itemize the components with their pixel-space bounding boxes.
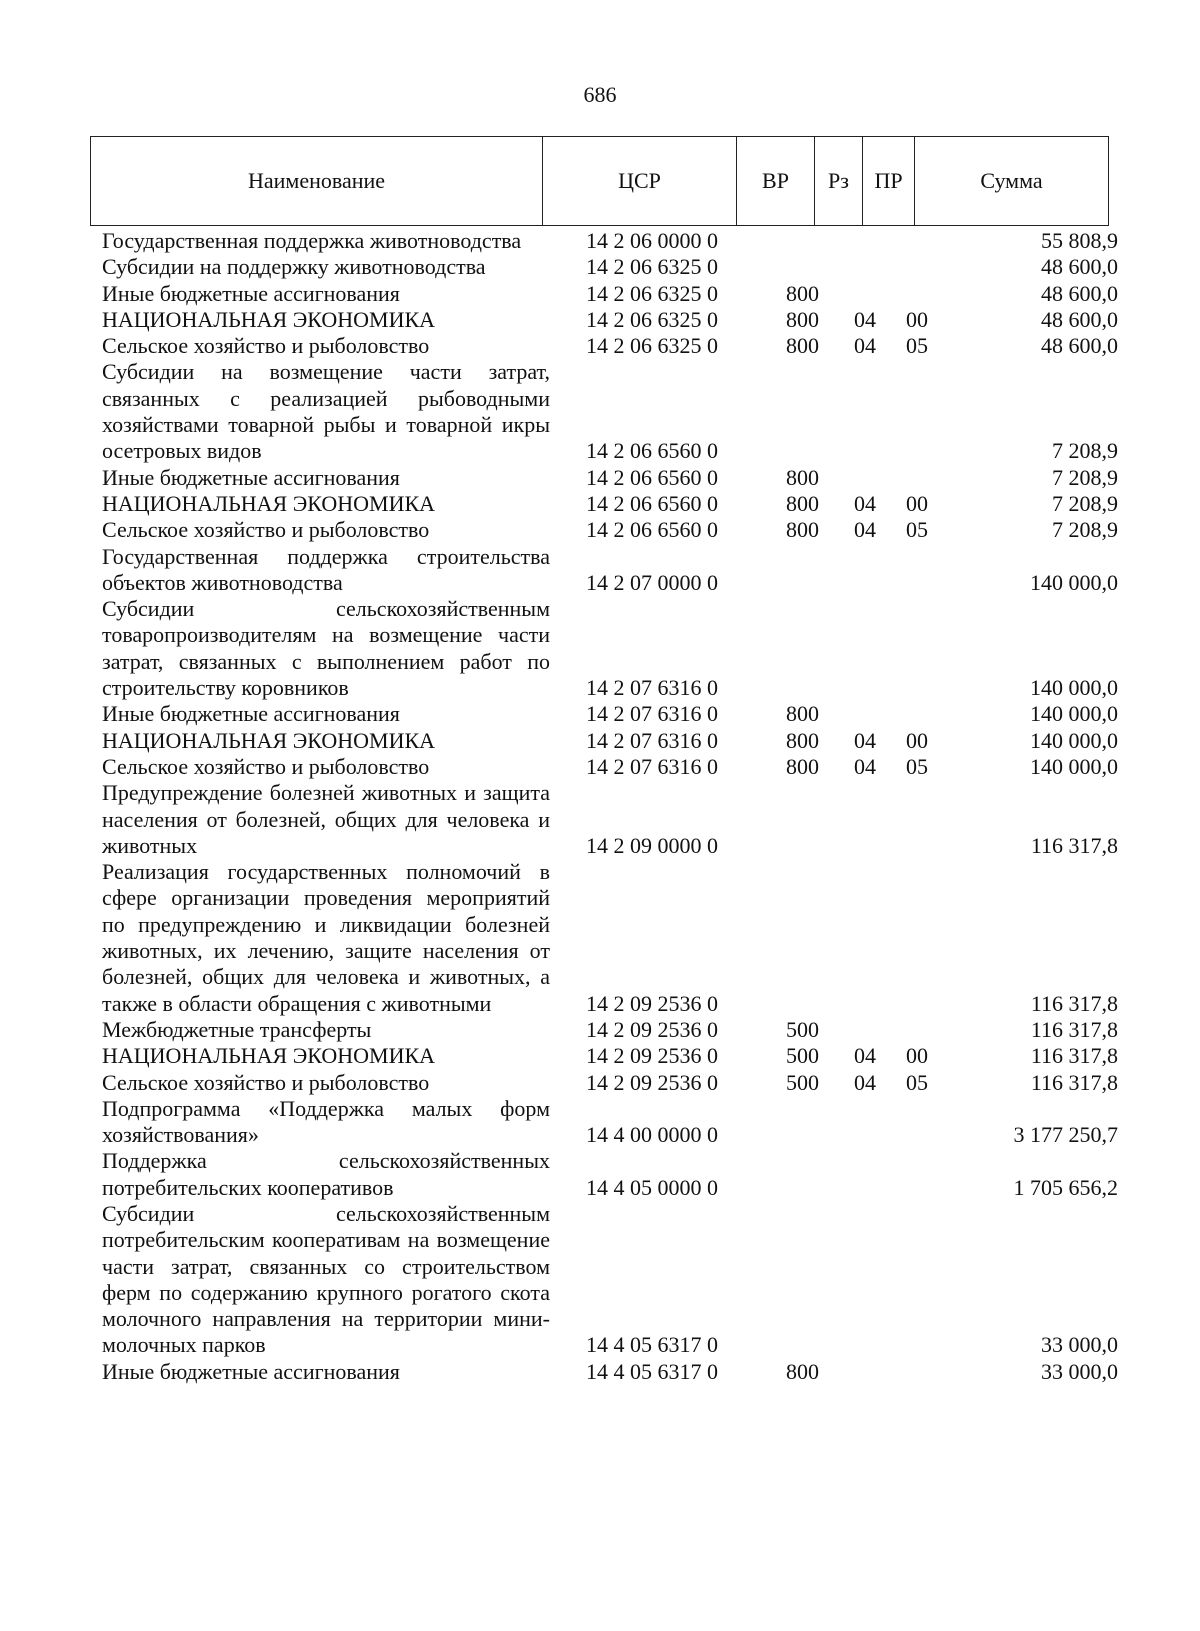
row-sum: 7 208,9 bbox=[1052, 438, 1118, 464]
row-sum: 116 317,8 bbox=[1030, 990, 1118, 1016]
row-vr: 800 bbox=[786, 280, 819, 306]
row-csr: 14 2 06 6560 0 bbox=[586, 517, 718, 543]
table-row bbox=[0, 1017, 1200, 1043]
row-rz: 04 bbox=[854, 727, 876, 753]
row-vr: 800 bbox=[786, 753, 819, 779]
row-name: Сельское хозяйство и рыболовство bbox=[102, 753, 430, 779]
row-csr: 14 2 06 6325 0 bbox=[586, 280, 718, 306]
row-name: Государственная поддержка строительства объектов животноводства bbox=[102, 543, 550, 595]
row-csr: 14 4 05 6317 0 bbox=[586, 1332, 718, 1358]
table-row bbox=[0, 701, 1200, 727]
row-name: Поддержка сельскохозяйственных потребительских кооперативов bbox=[102, 1148, 550, 1200]
header-vr: ВР bbox=[737, 137, 815, 226]
header-name: Наименование bbox=[91, 137, 543, 226]
table-row bbox=[0, 1148, 1200, 1201]
row-vr: 800 bbox=[786, 306, 819, 332]
row-pr: 00 bbox=[906, 490, 928, 516]
row-sum: 140 000,0 bbox=[1030, 569, 1118, 595]
table-row bbox=[0, 1359, 1200, 1385]
row-vr: 800 bbox=[786, 464, 819, 490]
row-rz: 04 bbox=[854, 306, 876, 332]
row-csr: 14 2 09 2536 0 bbox=[586, 1043, 718, 1069]
table-row bbox=[0, 728, 1200, 754]
row-name: Субсидии сельскохозяйственным товаропроизводителям на возмещение части затрат, связанных с выполнением работ по строительству коровников bbox=[102, 596, 550, 701]
row-vr: 800 bbox=[786, 490, 819, 516]
table-row bbox=[0, 333, 1200, 359]
row-csr: 14 2 07 6316 0 bbox=[586, 701, 718, 727]
table-row bbox=[0, 254, 1200, 280]
row-name: Субсидии сельскохозяйственным потребительским кооперативам на возмещение части затрат, связанных со строительством ферм по содержанию крупного рогатого скота молочного направления на территории мини-молочных парков bbox=[102, 1200, 550, 1358]
row-name: Государственная поддержка животноводства bbox=[102, 228, 522, 253]
row-csr: 14 2 09 2536 0 bbox=[586, 990, 718, 1016]
row-name: Межбюджетные трансферты bbox=[102, 1016, 372, 1042]
row-csr: 14 2 09 2536 0 bbox=[586, 1016, 718, 1042]
row-rz: 04 bbox=[854, 1043, 876, 1069]
row-csr: 14 2 07 6316 0 bbox=[586, 727, 718, 753]
row-rz: 04 bbox=[854, 490, 876, 516]
row-sum: 140 000,0 bbox=[1030, 701, 1118, 727]
row-rz: 04 bbox=[854, 1069, 876, 1095]
table-header bbox=[90, 136, 1109, 226]
row-vr: 800 bbox=[786, 1358, 819, 1384]
row-sum: 116 317,8 bbox=[1030, 1043, 1118, 1069]
row-rz: 04 bbox=[854, 517, 876, 543]
table-row bbox=[0, 307, 1200, 333]
table-row bbox=[0, 465, 1200, 491]
row-sum: 55 808,9 bbox=[1041, 228, 1118, 253]
row-sum: 116 317,8 bbox=[1030, 1016, 1118, 1042]
header-csr: ЦСР bbox=[543, 137, 737, 226]
page-number: 686 bbox=[583, 82, 617, 107]
row-csr: 14 2 06 6560 0 bbox=[586, 464, 718, 490]
row-rz: 04 bbox=[854, 333, 876, 359]
row-vr: 500 bbox=[786, 1069, 819, 1095]
row-pr: 05 bbox=[906, 333, 928, 359]
table-row bbox=[0, 1201, 1200, 1359]
table-row bbox=[0, 228, 1200, 254]
row-name: НАЦИОНАЛЬНАЯ ЭКОНОМИКА bbox=[102, 727, 436, 753]
row-csr: 14 2 09 0000 0 bbox=[586, 832, 718, 858]
row-name: Субсидии на поддержку животноводства bbox=[102, 254, 486, 280]
table-row bbox=[0, 517, 1200, 543]
header-rz: Рз bbox=[815, 137, 863, 226]
row-name: Предупреждение болезней животных и защита населения от болезней, общих для человека и животных bbox=[102, 780, 550, 858]
row-csr: 14 2 09 2536 0 bbox=[586, 1069, 718, 1095]
row-csr: 14 2 07 6316 0 bbox=[586, 675, 718, 701]
table-row bbox=[0, 596, 1200, 701]
row-vr: 500 bbox=[786, 1043, 819, 1069]
row-csr: 14 4 05 0000 0 bbox=[586, 1174, 718, 1200]
row-name: НАЦИОНАЛЬНАЯ ЭКОНОМИКА bbox=[102, 490, 436, 516]
table-row bbox=[0, 1043, 1200, 1069]
row-csr: 14 2 06 6560 0 bbox=[586, 438, 718, 464]
row-name: Иные бюджетные ассигнования bbox=[102, 280, 400, 306]
row-sum: 140 000,0 bbox=[1030, 753, 1118, 779]
table-row bbox=[0, 1070, 1200, 1096]
row-sum: 140 000,0 bbox=[1030, 727, 1118, 753]
row-vr: 800 bbox=[786, 333, 819, 359]
table-row bbox=[0, 491, 1200, 517]
row-sum: 140 000,0 bbox=[1030, 675, 1118, 701]
row-vr: 500 bbox=[786, 1016, 819, 1042]
row-sum: 7 208,9 bbox=[1052, 490, 1118, 516]
row-pr: 05 bbox=[906, 517, 928, 543]
row-name: НАЦИОНАЛЬНАЯ ЭКОНОМИКА bbox=[102, 306, 436, 332]
row-name: Сельское хозяйство и рыболовство bbox=[102, 1069, 430, 1095]
row-pr: 00 bbox=[906, 1043, 928, 1069]
row-csr: 14 4 05 6317 0 bbox=[586, 1358, 718, 1384]
row-sum: 48 600,0 bbox=[1041, 280, 1118, 306]
row-sum: 1 705 656,2 bbox=[1013, 1174, 1118, 1200]
row-csr: 14 2 07 0000 0 bbox=[586, 569, 718, 595]
row-sum: 116 317,8 bbox=[1030, 832, 1118, 858]
row-sum: 48 600,0 bbox=[1041, 306, 1118, 332]
row-csr: 14 2 06 0000 0 bbox=[586, 228, 718, 253]
header-pr: ПР bbox=[863, 137, 915, 226]
row-sum: 33 000,0 bbox=[1041, 1332, 1118, 1358]
table-body bbox=[0, 228, 1200, 1385]
row-vr: 800 bbox=[786, 517, 819, 543]
row-pr: 05 bbox=[906, 753, 928, 779]
table-row bbox=[0, 780, 1200, 859]
row-name: Иные бюджетные ассигнования bbox=[102, 701, 400, 727]
row-sum: 7 208,9 bbox=[1052, 464, 1118, 490]
row-name: Субсидии на возмещение части затрат, связанных с реализацией рыбоводными хозяйствами товарной рыбы и товарной икры осетровых видов bbox=[102, 359, 550, 464]
row-csr: 14 2 06 6560 0 bbox=[586, 490, 718, 516]
row-sum: 7 208,9 bbox=[1052, 517, 1118, 543]
row-name: Реализация государственных полномочий в сфере организации проведения мероприятий по предупреждению и ликвидации болезней животных, их лечению, защите населения от болезней, общих для человека и животных, а также в области обращения с животными bbox=[102, 859, 550, 1016]
row-name: НАЦИОНАЛЬНАЯ ЭКОНОМИКА bbox=[102, 1043, 436, 1069]
row-sum: 33 000,0 bbox=[1041, 1358, 1118, 1384]
row-sum: 116 317,8 bbox=[1030, 1069, 1118, 1095]
row-csr: 14 2 06 6325 0 bbox=[586, 333, 718, 359]
row-name: Иные бюджетные ассигнования bbox=[102, 1358, 400, 1384]
row-csr: 14 2 06 6325 0 bbox=[586, 306, 718, 332]
table-row bbox=[0, 754, 1200, 780]
header-sum: Сумма bbox=[915, 137, 1109, 226]
table-row bbox=[0, 859, 1200, 1017]
row-sum: 3 177 250,7 bbox=[1013, 1122, 1118, 1148]
row-pr: 00 bbox=[906, 306, 928, 332]
table-row bbox=[0, 544, 1200, 597]
row-name: Сельское хозяйство и рыболовство bbox=[102, 517, 430, 543]
row-sum: 48 600,0 bbox=[1041, 333, 1118, 359]
table-row bbox=[0, 359, 1200, 464]
row-pr: 05 bbox=[906, 1069, 928, 1095]
table-row bbox=[0, 281, 1200, 307]
row-name: Сельское хозяйство и рыболовство bbox=[102, 333, 430, 359]
row-csr: 14 4 00 0000 0 bbox=[586, 1122, 718, 1148]
table-row bbox=[0, 1096, 1200, 1149]
row-rz: 04 bbox=[854, 753, 876, 779]
row-csr: 14 2 06 6325 0 bbox=[586, 254, 718, 280]
row-vr: 800 bbox=[786, 701, 819, 727]
row-vr: 800 bbox=[786, 727, 819, 753]
row-name: Иные бюджетные ассигнования bbox=[102, 464, 400, 490]
row-name: Подпрограмма «Поддержка малых форм хозяйствования» bbox=[102, 1095, 550, 1148]
row-pr: 00 bbox=[906, 727, 928, 753]
row-sum: 48 600,0 bbox=[1041, 254, 1118, 280]
row-csr: 14 2 07 6316 0 bbox=[586, 753, 718, 779]
